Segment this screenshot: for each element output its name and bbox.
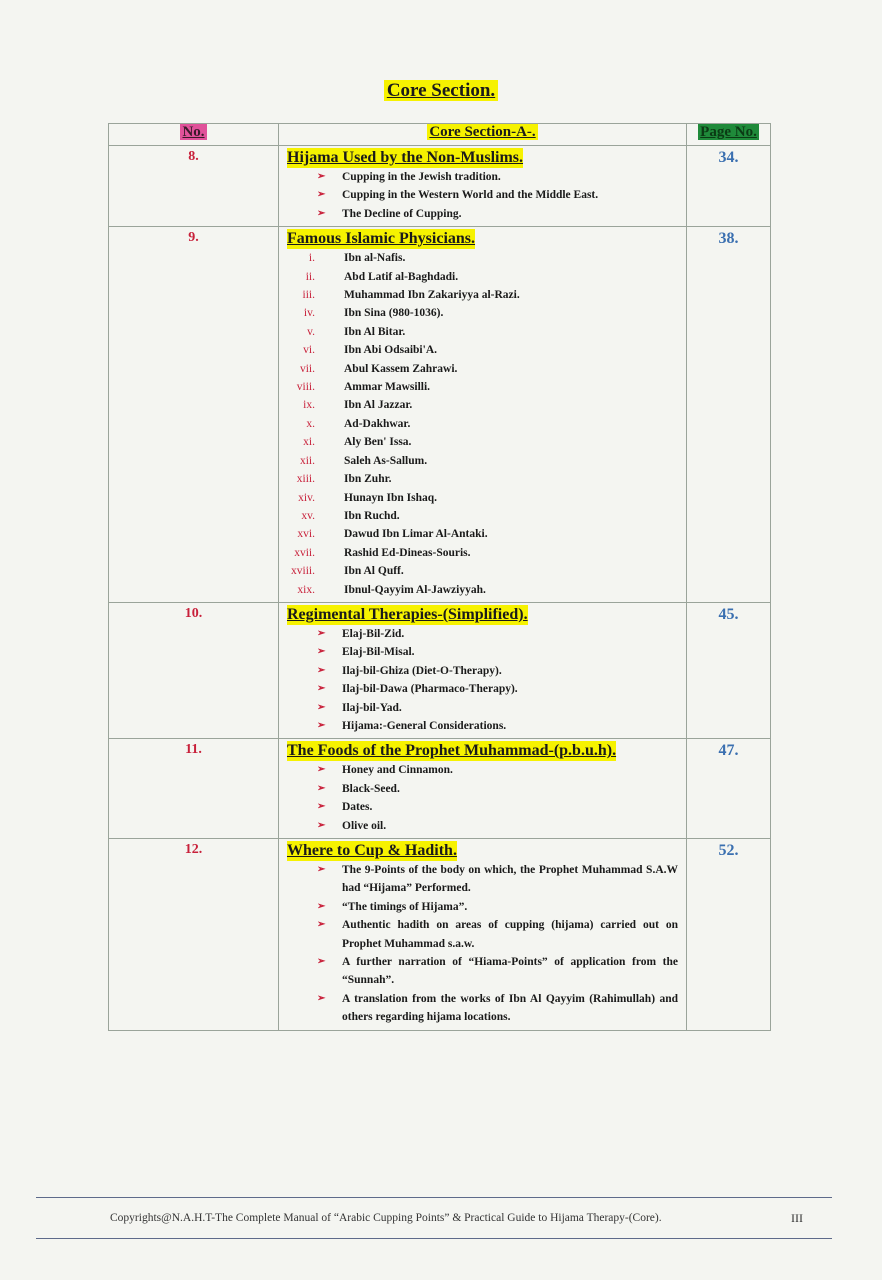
list-item [287, 916, 678, 953]
table-row [109, 839, 771, 1031]
item-text: Muhammad Ibn Zakariyya al-Razi. [344, 289, 520, 302]
page-number: III [791, 1211, 803, 1225]
page-number-cell: 34. [687, 146, 771, 227]
roman-numeral: xvii. [294, 546, 315, 559]
section-item-list [287, 861, 678, 1027]
item-text: Ammar Mawsilli. [344, 381, 431, 394]
header-section: Core Section-A-. [279, 124, 687, 146]
list-item [287, 817, 678, 835]
page-title-text: Core Section. [384, 80, 498, 101]
list-item [287, 507, 678, 525]
roman-numeral: xviii. [291, 565, 315, 578]
list-item [287, 360, 678, 378]
roman-numeral: xii. [299, 454, 315, 467]
item-text: Authentic hadith on areas of cupping (hijama) carried out on Prophet Muhammad s.a.w. [342, 919, 678, 950]
item-text: Ilaj-bil-Dawa (Pharmaco-Therapy). [342, 683, 518, 696]
header-no: No. [109, 124, 279, 146]
page-number-cell: 47. [687, 739, 771, 839]
arrow-bullet-icon: ➢ [317, 864, 326, 875]
list-item [287, 396, 678, 414]
section-item-list [287, 168, 678, 223]
list-item [287, 699, 678, 717]
page-number-cell: 52. [687, 839, 771, 1031]
table-row [109, 227, 771, 603]
item-text: The 9-Points of the body on which, the Prophet Muhammad S.A.W had “Hijama” Performed. [342, 864, 678, 895]
item-text: Abul Kassem Zahrawi. [344, 362, 458, 375]
item-text: Ibn Sina (980-1036). [344, 307, 444, 320]
list-item [287, 625, 678, 643]
list-item [287, 341, 678, 359]
list-item [287, 544, 678, 562]
roman-numeral: xi. [303, 436, 315, 449]
arrow-bullet-icon: ➢ [317, 701, 326, 713]
table-row [109, 146, 771, 227]
roman-numeral: iv. [303, 307, 315, 320]
header-page: Page No. [687, 124, 771, 146]
roman-numeral: viii. [296, 381, 315, 394]
footer-top-rule [36, 1197, 832, 1198]
roman-numeral: x. [306, 417, 315, 430]
arrow-bullet-icon: ➢ [317, 900, 326, 912]
arrow-bullet-icon: ➢ [317, 956, 326, 968]
roman-numeral: ix. [303, 399, 315, 412]
list-item [287, 798, 678, 816]
list-item [287, 452, 678, 470]
arrow-bullet-icon: ➢ [317, 664, 326, 676]
list-item [287, 249, 678, 267]
roman-numeral: xix. [297, 583, 315, 596]
roman-numeral: i. [308, 252, 315, 265]
item-text: Ibn Ruchd. [344, 509, 400, 522]
roman-numeral: vii. [299, 362, 315, 375]
section-title: Hijama Used by the Non-Muslims. [287, 149, 524, 166]
list-item [287, 286, 678, 304]
item-text: Ilaj-bil-Ghiza (Diet-O-Therapy). [342, 664, 502, 677]
arrow-bullet-icon: ➢ [317, 171, 326, 182]
row-number: 11. [109, 739, 279, 839]
roman-numeral: xiv. [298, 491, 315, 504]
item-text: Abd Latif al-Baghdadi. [344, 270, 459, 283]
item-text: Ilaj-bil-Yad. [342, 701, 402, 714]
list-item [287, 268, 678, 286]
item-text: Black-Seed. [342, 782, 400, 795]
list-item [287, 990, 678, 1027]
arrow-bullet-icon: ➢ [317, 819, 326, 831]
item-text: A translation from the works of Ibn Al Qayyim (Rahimullah) and others regarding hijama locations. [342, 992, 678, 1024]
arrow-bullet-icon: ➢ [317, 992, 326, 1004]
arrow-bullet-icon: ➢ [317, 646, 326, 658]
item-text: Honey and Cinnamon. [342, 764, 453, 777]
item-text: Aly Ben' Issa. [344, 436, 412, 449]
list-item [287, 205, 678, 223]
list-item [287, 323, 678, 341]
section-cell [279, 739, 687, 839]
item-text: The Decline of Cupping. [342, 207, 462, 220]
item-text: “The timings of Hijama”. [342, 900, 468, 913]
item-text: A further narration of “Hiama-Points” of application from the “Sunnah”. [342, 956, 678, 987]
arrow-bullet-icon: ➢ [317, 801, 326, 813]
section-title: The Foods of the Prophet Muhammad-(p.b.u.h). [287, 742, 617, 760]
section-item-list [287, 761, 678, 835]
item-text: Cupping in the Western World and the Middle East. [342, 189, 599, 202]
item-text: Dawud Ibn Limar Al-Antaki. [344, 528, 488, 541]
arrow-bullet-icon: ➢ [317, 683, 326, 695]
list-item [287, 761, 678, 779]
list-item [287, 562, 678, 580]
row-number: 12. [109, 839, 279, 1031]
item-text: Ad-Dakhwar. [344, 417, 411, 430]
list-item [287, 680, 678, 698]
list-item [287, 489, 678, 507]
header-row [109, 124, 771, 146]
section-cell [279, 227, 687, 603]
list-item [287, 643, 678, 661]
item-text: Ibn Al Jazzar. [344, 399, 413, 412]
item-text: Hunayn Ibn Ishaq. [344, 491, 438, 504]
list-item [287, 415, 678, 433]
list-item [287, 861, 678, 898]
arrow-bullet-icon: ➢ [317, 189, 326, 201]
roman-numeral: xvi. [297, 528, 315, 541]
footer-bottom-rule [36, 1238, 832, 1239]
contents-table [108, 123, 771, 1031]
list-item [287, 953, 678, 990]
roman-numeral: v. [307, 325, 315, 338]
list-item [287, 304, 678, 322]
list-item [287, 470, 678, 488]
item-text: Ibnul-Qayyim Al-Jawziyyah. [344, 583, 486, 596]
item-text: Elaj-Bil-Misal. [342, 646, 415, 659]
item-text: Cupping in the Jewish tradition. [342, 171, 501, 183]
table-row [109, 602, 771, 738]
list-item [287, 717, 678, 735]
arrow-bullet-icon: ➢ [317, 919, 326, 931]
roman-numeral: ii. [305, 270, 315, 283]
item-text: Olive oil. [342, 819, 387, 832]
list-item [287, 780, 678, 798]
list-item [287, 898, 678, 916]
page-number-cell: 45. [687, 602, 771, 738]
list-item [287, 186, 678, 204]
row-number: 8. [109, 146, 279, 227]
list-item [287, 525, 678, 543]
arrow-bullet-icon: ➢ [317, 764, 326, 776]
page-title [0, 80, 882, 102]
section-item-list [287, 625, 678, 735]
item-text: Dates. [342, 801, 373, 814]
section-cell [279, 602, 687, 738]
list-item [287, 378, 678, 396]
section-cell [279, 839, 687, 1031]
section-title: Famous Islamic Physicians. [287, 230, 476, 248]
roman-numeral: iii. [302, 289, 315, 302]
table-row [109, 739, 771, 839]
arrow-bullet-icon: ➢ [317, 627, 326, 639]
item-text: Rashid Ed-Dineas-Souris. [344, 546, 471, 559]
section-item-list [287, 249, 678, 599]
item-text: Ibn Zuhr. [344, 473, 392, 486]
item-text: Ibn Al Bitar. [344, 325, 406, 338]
section-title: Where to Cup & Hadith. [287, 842, 457, 859]
arrow-bullet-icon: ➢ [317, 782, 326, 794]
list-item [287, 433, 678, 451]
list-item [287, 581, 678, 599]
arrow-bullet-icon: ➢ [317, 207, 326, 219]
roman-numeral: vi. [303, 344, 315, 357]
roman-numeral: xv. [301, 509, 315, 522]
list-item [287, 168, 678, 186]
item-text: Elaj-Bil-Zid. [342, 627, 405, 640]
row-number: 10. [109, 602, 279, 738]
page-number-cell: 38. [687, 227, 771, 603]
item-text: Ibn al-Nafis. [344, 252, 406, 265]
item-text: Hijama:-General Considerations. [342, 719, 507, 732]
item-text: Ibn Abi Odsaibi'A. [344, 344, 438, 357]
arrow-bullet-icon: ➢ [317, 719, 326, 731]
item-text: Saleh As-Sallum. [344, 454, 428, 467]
footer-text: Copyrights@N.A.H.T-The Complete Manual of “Arabic Cupping Points” & Practical Guide to Hijama Therapy-(Core). [110, 1212, 662, 1224]
item-text: Ibn Al Quff. [344, 565, 404, 578]
section-cell [279, 146, 687, 227]
roman-numeral: xiii. [296, 473, 315, 486]
list-item [287, 662, 678, 680]
row-number: 9. [109, 227, 279, 603]
section-title: Regimental Therapies-(Simplified). [287, 605, 528, 623]
